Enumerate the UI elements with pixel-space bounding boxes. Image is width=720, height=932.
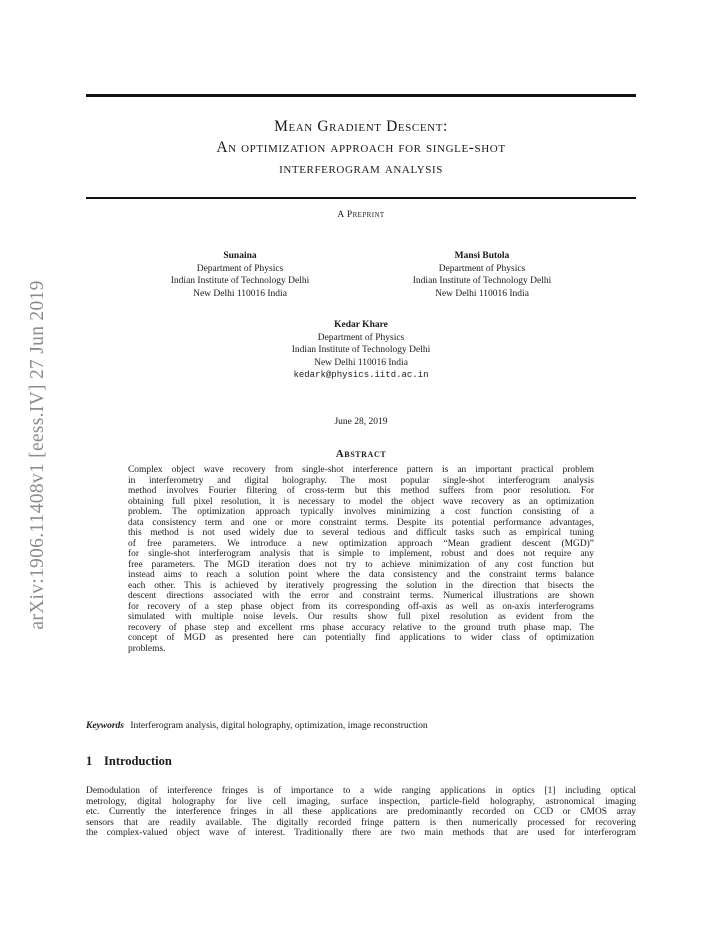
text-line: for recovery of a step phase object from its corresponding off-axis as well as on-axis interferograms bbox=[128, 601, 594, 612]
author-email[interactable]: kedark@physics.iitd.ac.in bbox=[293, 370, 429, 380]
text-line: Complex object wave recovery from single-shot interference pattern is an important practical problem bbox=[128, 465, 594, 475]
text-line: problem. The optimization approach typically involves minimizing a cost function consisting of a bbox=[128, 507, 594, 517]
author-block-3 bbox=[236, 319, 486, 382]
text-line: for single-shot interferogram analysis that is simple to implement, robust and does not require any bbox=[128, 549, 594, 559]
text-line: each other. This is achieved by iteratively progressing the solution in the direction that bisects the bbox=[128, 580, 594, 591]
section-heading-introduction bbox=[86, 754, 172, 769]
author-location: New Delhi 110016 India bbox=[314, 357, 408, 368]
author-institution: Indian Institute of Technology Delhi bbox=[291, 345, 431, 355]
title-line-3: interferogram analysis bbox=[279, 160, 443, 177]
title-bottom-rule bbox=[86, 197, 636, 199]
text-line: of free parameters. We introduce a new optimization approach “Mean gradient descent (MGD)” bbox=[128, 538, 594, 549]
paper-date: June 28, 2019 bbox=[334, 417, 388, 427]
author-name: Kedar Khare bbox=[334, 320, 388, 330]
keywords-label: Keywords bbox=[86, 721, 124, 731]
keywords-line bbox=[86, 721, 636, 731]
arxiv-identifier-stamp: arXiv:1906.11408v1 [eess.IV] 27 Jun 2019 bbox=[27, 280, 48, 630]
text-line: Demodulation of interference fringes is of importance to a wide ranging applications in optics [1] including optical bbox=[86, 786, 636, 796]
text-line: obtaining full pixel resolution, it is necessary to model the object wave recovery as an optimization bbox=[128, 496, 594, 507]
text-line: this method is not used widely due to several tedious and difficult tasks such as empirical tuning bbox=[128, 528, 594, 538]
author-name: Mansi Butola bbox=[454, 251, 510, 261]
text-line: concept of MGD as presented here can potentially find applications to wider class of optimization bbox=[128, 633, 594, 643]
section-title: Introduction bbox=[104, 754, 172, 768]
text-line: sensors that are readily available. The digitally recorded fringe pattern is then numerically processed for recovering bbox=[86, 817, 636, 828]
title-line-2: An optimization approach for single-shot bbox=[216, 139, 506, 156]
author-institution: Indian Institute of Technology Delhi bbox=[412, 276, 552, 286]
title-line-1: Mean Gradient Descent: bbox=[274, 118, 448, 135]
author-institution: Indian Institute of Technology Delhi bbox=[170, 276, 310, 286]
text-line: simulated with multiple noise levels. Our results show full pixel resolution as evident from the bbox=[128, 612, 594, 622]
text-line: etc. Currently the interference fringes in all these applications are predominantly recorded on CCD or CMOS array bbox=[86, 807, 636, 818]
keywords-text: Interferogram analysis, digital holography, optimization, image reconstruction bbox=[130, 721, 428, 731]
preprint-label: A Preprint bbox=[337, 210, 385, 220]
author-department: Department of Physics bbox=[438, 263, 526, 274]
author-location: New Delhi 110016 India bbox=[435, 288, 529, 299]
text-line: data consistency term and one or more constraint terms. Despite its potential performance advantages, bbox=[128, 517, 594, 528]
text-line: in interferometry and digital holography. The most popular single-shot interferogram analysis bbox=[128, 475, 594, 486]
text-line: free parameters. The MGD iteration does not try to achieve minimization of any cost function but bbox=[128, 559, 594, 570]
author-name: Sunaina bbox=[223, 251, 257, 261]
abstract-heading: Abstract bbox=[335, 448, 387, 460]
title-top-rule bbox=[86, 94, 636, 97]
text-line: instead aims to reach a solution point where the data consistency and the constraint terms balance bbox=[128, 570, 594, 580]
text-line: recovery of phase step and excellent rms phase accuracy relative to the ground truth phase map. The bbox=[128, 622, 594, 633]
text-line: method involves Fourier filtering of cross-term but this method suffers from poor resolution. For bbox=[128, 486, 594, 496]
author-department: Department of Physics bbox=[196, 263, 284, 274]
text-line: problems. bbox=[128, 643, 166, 654]
author-block-2 bbox=[382, 250, 582, 300]
abstract-body bbox=[128, 465, 594, 654]
paper-title bbox=[86, 116, 636, 179]
introduction-body bbox=[86, 786, 636, 839]
text-line: the complex-valued object wave of interest. Traditionally there are two main methods that are used for interferogram bbox=[86, 828, 636, 839]
text-line: metrology, digital holography for live cell imaging, surface inspection, particle-field holography, astronomical imaging bbox=[86, 796, 636, 807]
text-line: descent directions associated with the error and constraint terms. Numerical illustrations are shown bbox=[128, 591, 594, 601]
section-number: 1 bbox=[86, 754, 93, 768]
author-department: Department of Physics bbox=[317, 332, 405, 343]
author-location: New Delhi 110016 India bbox=[193, 288, 287, 299]
author-block-1 bbox=[140, 250, 340, 300]
